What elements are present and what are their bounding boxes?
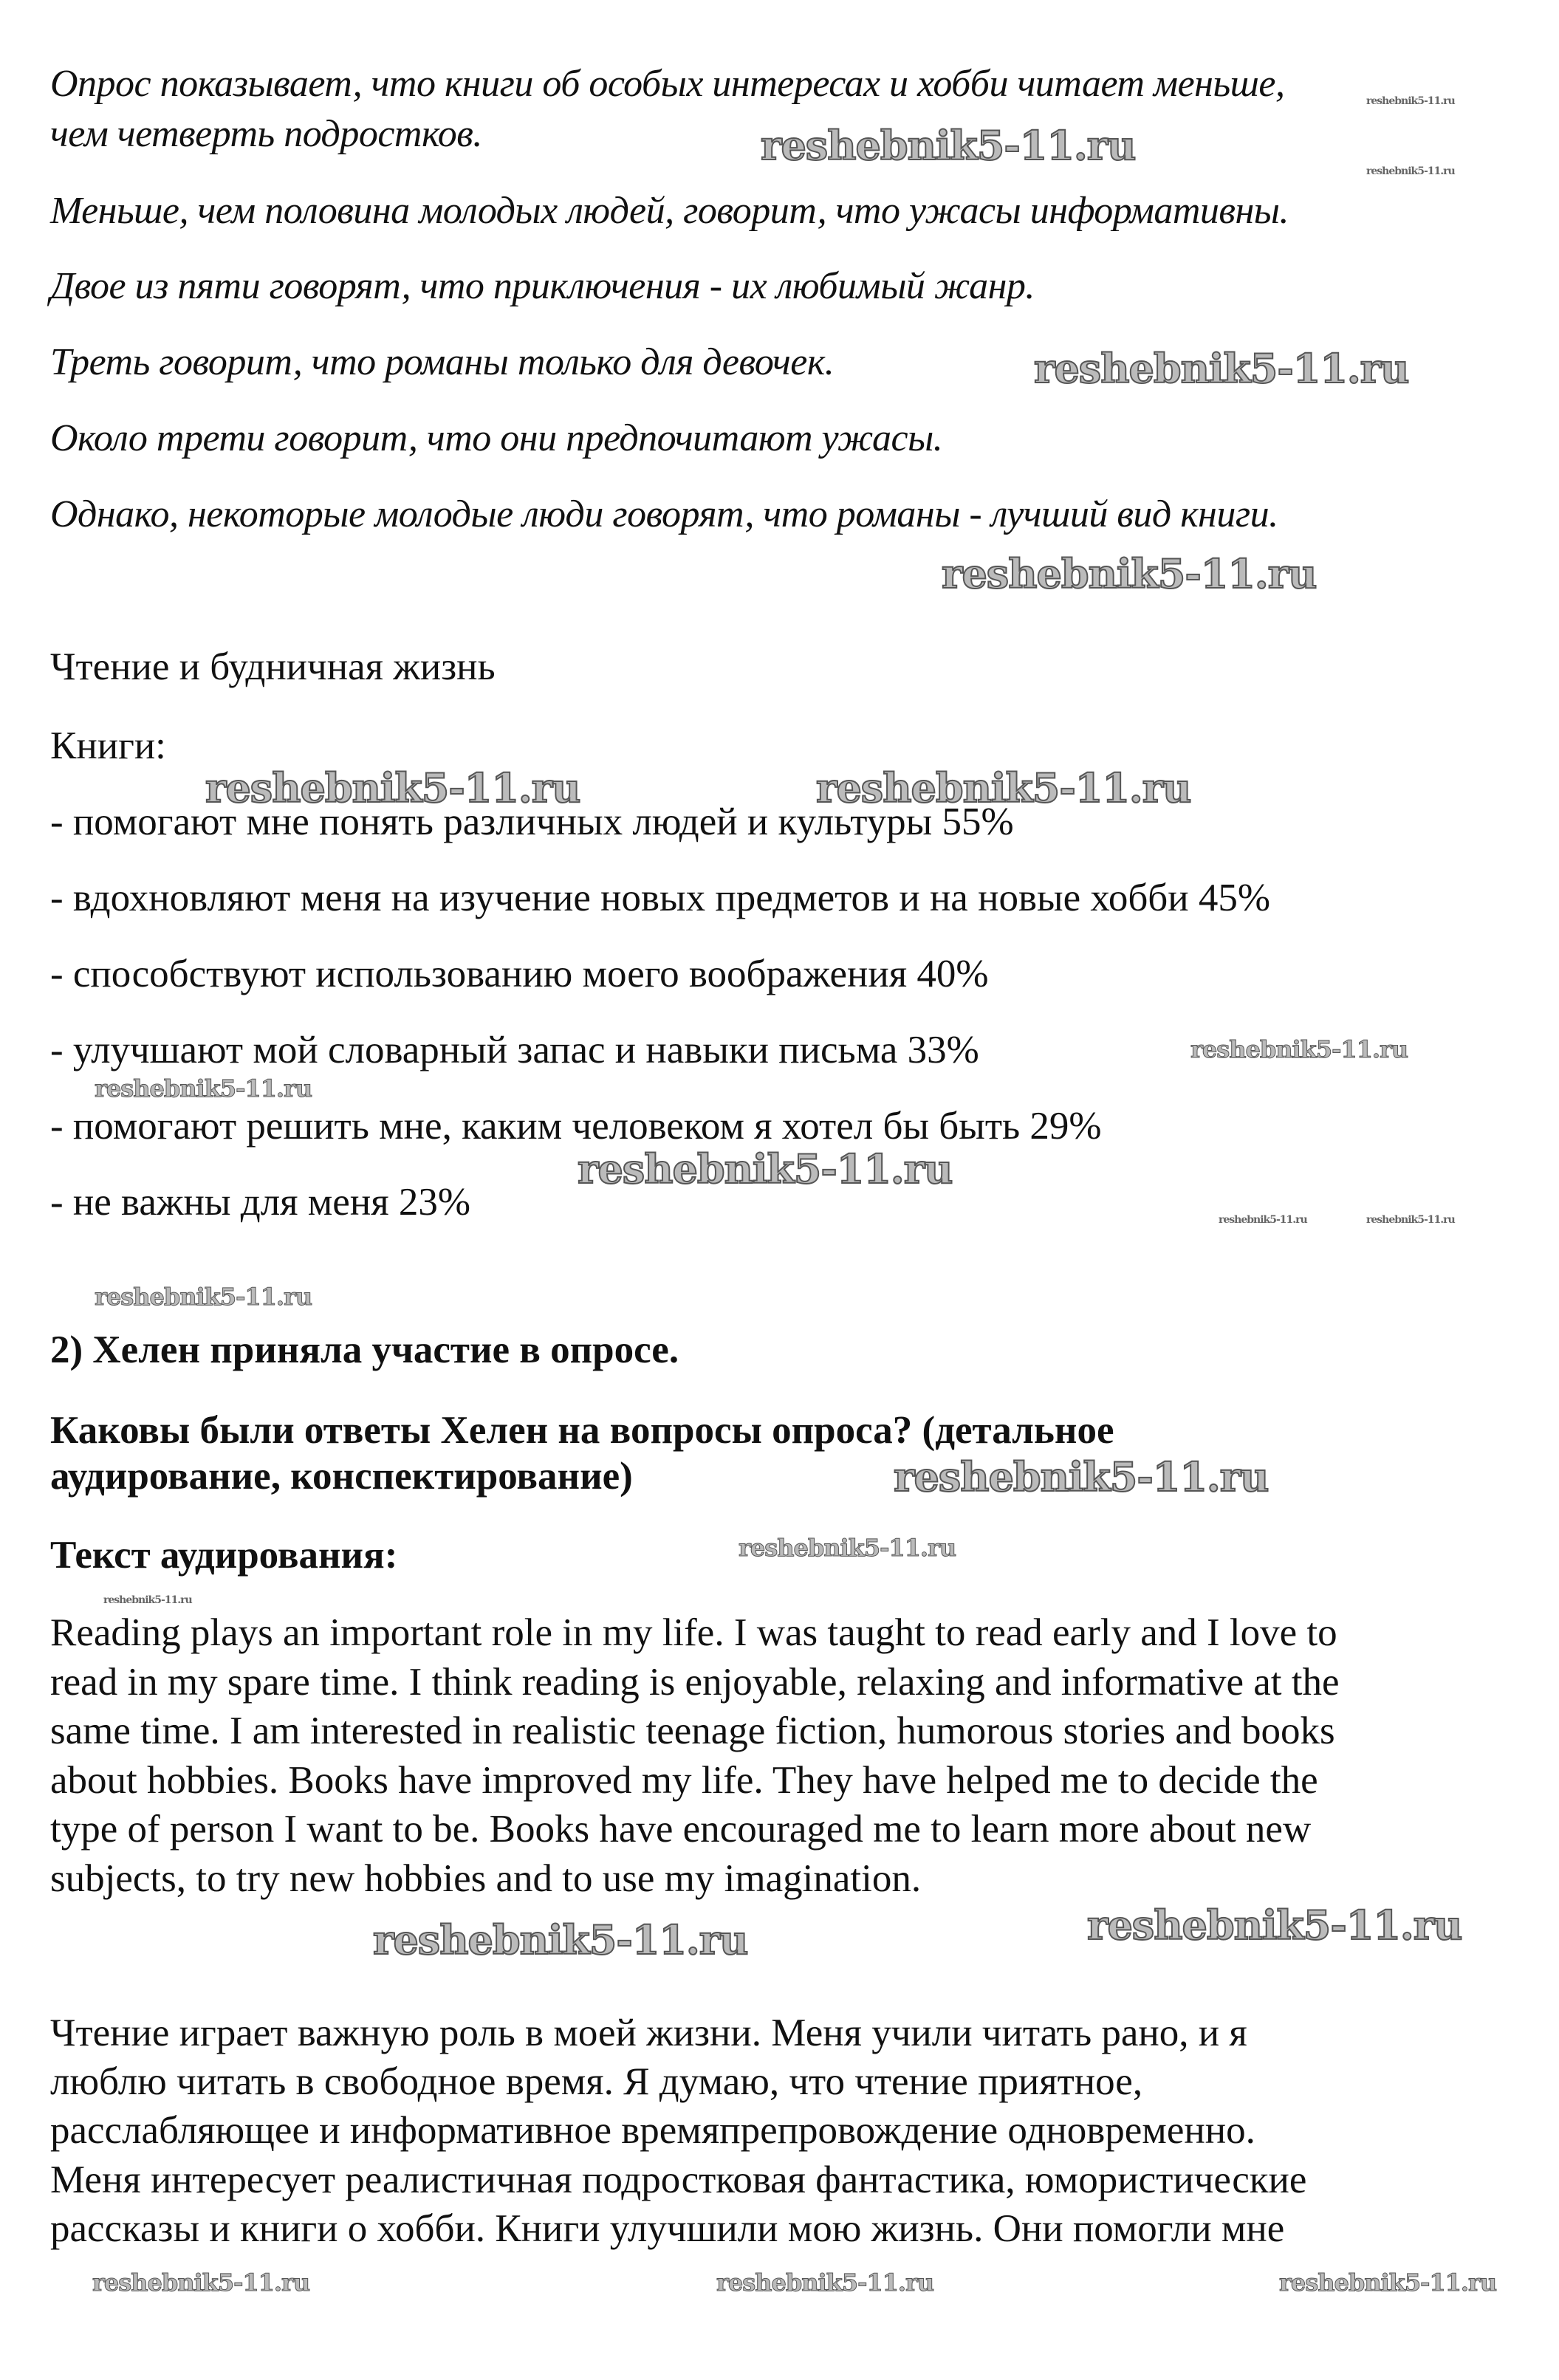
english-text-line: type of person I want to be. Books have encouraged me to learn more about new: [50, 1808, 1312, 1851]
transcript-label: Текст аудирования:: [50, 1534, 398, 1577]
task-heading: 2) Хелен приняла участие в опросе.: [50, 1328, 679, 1371]
books-list-item: - вдохновляют меня на изучение новых предметов и на новые хобби 45%: [50, 877, 1271, 919]
watermark: reshebnik5-11.ru: [95, 1074, 312, 1102]
books-list-item: - способствуют использованию моего воображения 40%: [50, 953, 989, 995]
watermark: reshebnik5-11.ru: [1219, 1214, 1307, 1226]
watermark: reshebnik5-11.ru: [1366, 95, 1455, 107]
watermark: reshebnik5-11.ru: [1366, 1214, 1455, 1226]
finding-line: Двое из пяти говорят, что приключения - их любимый жанр.: [50, 265, 1035, 307]
russian-text-line: Меня интересует реалистичная подростковая фантастика, юмористические: [50, 2158, 1307, 2201]
english-text-line: Reading plays an important role in my life. I was taught to read early and I love to: [50, 1611, 1337, 1654]
watermark: reshebnik5-11.ru: [716, 2268, 934, 2297]
watermark: reshebnik5-11.ru: [942, 550, 1317, 597]
finding-line: Однако, некоторые молодые люди говорят, что романы - лучший вид книги.: [50, 493, 1278, 535]
english-text-line: same time. I am interested in realistic teenage fiction, humorous stories and books: [50, 1709, 1335, 1752]
watermark: reshebnik5-11.ru: [1087, 1901, 1462, 1949]
watermark: reshebnik5-11.ru: [1190, 1035, 1408, 1063]
books-label: Книги:: [50, 724, 166, 767]
watermark: reshebnik5-11.ru: [739, 1534, 956, 1562]
english-text-line: read in my spare time. I think reading is enjoyable, relaxing and informative at the: [50, 1661, 1340, 1704]
watermark: reshebnik5-11.ru: [761, 122, 1136, 169]
watermark: reshebnik5-11.ru: [1034, 345, 1409, 392]
watermark: reshebnik5-11.ru: [92, 2268, 310, 2297]
watermark: reshebnik5-11.ru: [103, 1594, 192, 1606]
watermark: reshebnik5-11.ru: [894, 1453, 1269, 1501]
russian-text-line: рассказы и книги о хобби. Книги улучшили мою жизнь. Они помогли мне: [50, 2207, 1285, 2250]
task-question: Каковы были ответы Хелен на вопросы опроса? (детальное: [50, 1409, 1114, 1452]
russian-text-line: Чтение играет важную роль в моей жизни. Меня учили читать рано, и я: [50, 2012, 1247, 2054]
finding-line: Опрос показывает, что книги об особых интересах и хобби читает меньше,: [50, 63, 1285, 105]
watermark: reshebnik5-11.ru: [95, 1283, 312, 1311]
books-list-item: - улучшают мой словарный запас и навыки письма 33%: [50, 1029, 979, 1071]
finding-line: Около трети говорит, что они предпочитают ужасы.: [50, 417, 943, 459]
books-list-item: - не важны для меня 23%: [50, 1181, 470, 1224]
english-text-line: subjects, to try new hobbies and to use my imagination.: [50, 1857, 922, 1900]
books-list-item: - помогают мне понять различных людей и культуры 55%: [50, 800, 1014, 843]
finding-line: Треть говорит, что романы только для девочек.: [50, 341, 835, 383]
books-list-item: - помогают решить мне, каким человеком я хотел бы быть 29%: [50, 1105, 1102, 1148]
section-title: Чтение и будничная жизнь: [50, 645, 496, 688]
russian-text-line: люблю читать в свободное время. Я думаю, что чтение приятное,: [50, 2060, 1143, 2103]
finding-line: Меньше, чем половина молодых людей, говорит, что ужасы информативны.: [50, 190, 1289, 232]
watermark: reshebnik5-11.ru: [373, 1916, 748, 1964]
watermark: reshebnik5-11.ru: [1279, 2268, 1497, 2297]
watermark: reshebnik5-11.ru: [1366, 165, 1455, 177]
watermark: reshebnik5-11.ru: [578, 1145, 953, 1193]
finding-line: чем четверть подростков.: [50, 113, 482, 155]
task-question: аудирование, конспектирование): [50, 1455, 633, 1498]
english-text-line: about hobbies. Books have improved my life. They have helped me to decide the: [50, 1759, 1318, 1802]
watermark: reshebnik5-11.ru: [816, 764, 1191, 812]
russian-text-line: расслабляющее и информативное времяпрепровождение одновременно.: [50, 2109, 1255, 2152]
watermark: reshebnik5-11.ru: [205, 764, 580, 812]
